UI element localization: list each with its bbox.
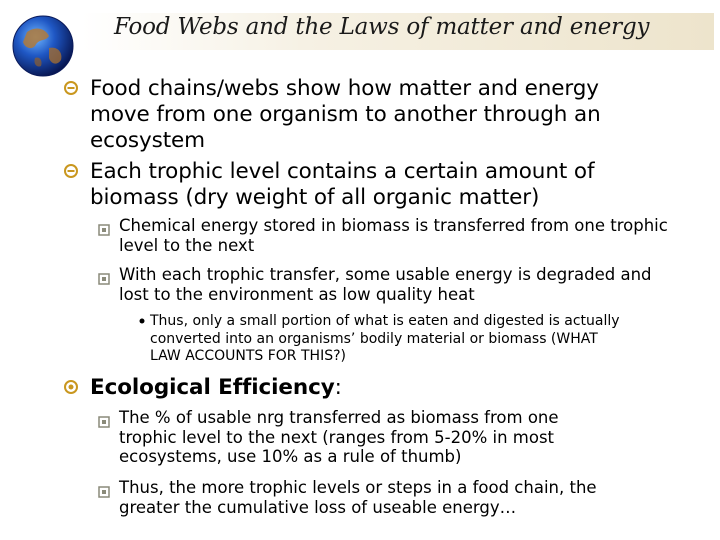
level3-bullet-text: Thus, only a small portion of what is eaten and digested is actually converted into an organisms’ bodily material or biomass (WHAT LAW ACCOUNTS FOR THIS?) — [150, 313, 620, 364]
slide-title: Food Webs and the Laws of matter and energy — [114, 14, 650, 40]
sub-bullet-text: Chemical energy stored in biomass is transferred from one trophic level to the next — [119, 216, 668, 255]
globe-icon — [5, 8, 85, 88]
round-bullet-icon — [64, 380, 78, 394]
round-bullet-icon — [64, 81, 78, 95]
square-bullet-icon — [98, 483, 110, 495]
square-bullet-icon — [98, 413, 110, 425]
dot-bullet-icon — [138, 316, 148, 326]
sub-bullet-text: The % of usable nrg transferred as biomass from one trophic level to the next (ranges from 5-20% in most ecosystems, use 10% as a rule of thumb) — [119, 408, 559, 466]
bullet-text: Each trophic level contains a certain amount of biomass (dry weight of all organic matter) — [90, 159, 595, 210]
square-bullet-icon — [98, 270, 110, 282]
heading-label: Ecological Efficiency — [90, 375, 335, 400]
bullet-text: Food chains/webs show how matter and energy move from one organism to another through an ecosystem — [90, 76, 601, 153]
square-bullet-icon — [98, 221, 110, 233]
heading-suffix: : — [334, 375, 342, 400]
sub-bullet-text: Thus, the more trophic levels or steps in a food chain, the greater the cumulative loss of useable energy… — [119, 478, 597, 517]
sub-bullet-text: With each trophic transfer, some usable energy is degraded and lost to the environment as low quality heat — [119, 265, 652, 304]
round-bullet-icon — [64, 164, 78, 178]
section-heading — [90, 375, 650, 401]
